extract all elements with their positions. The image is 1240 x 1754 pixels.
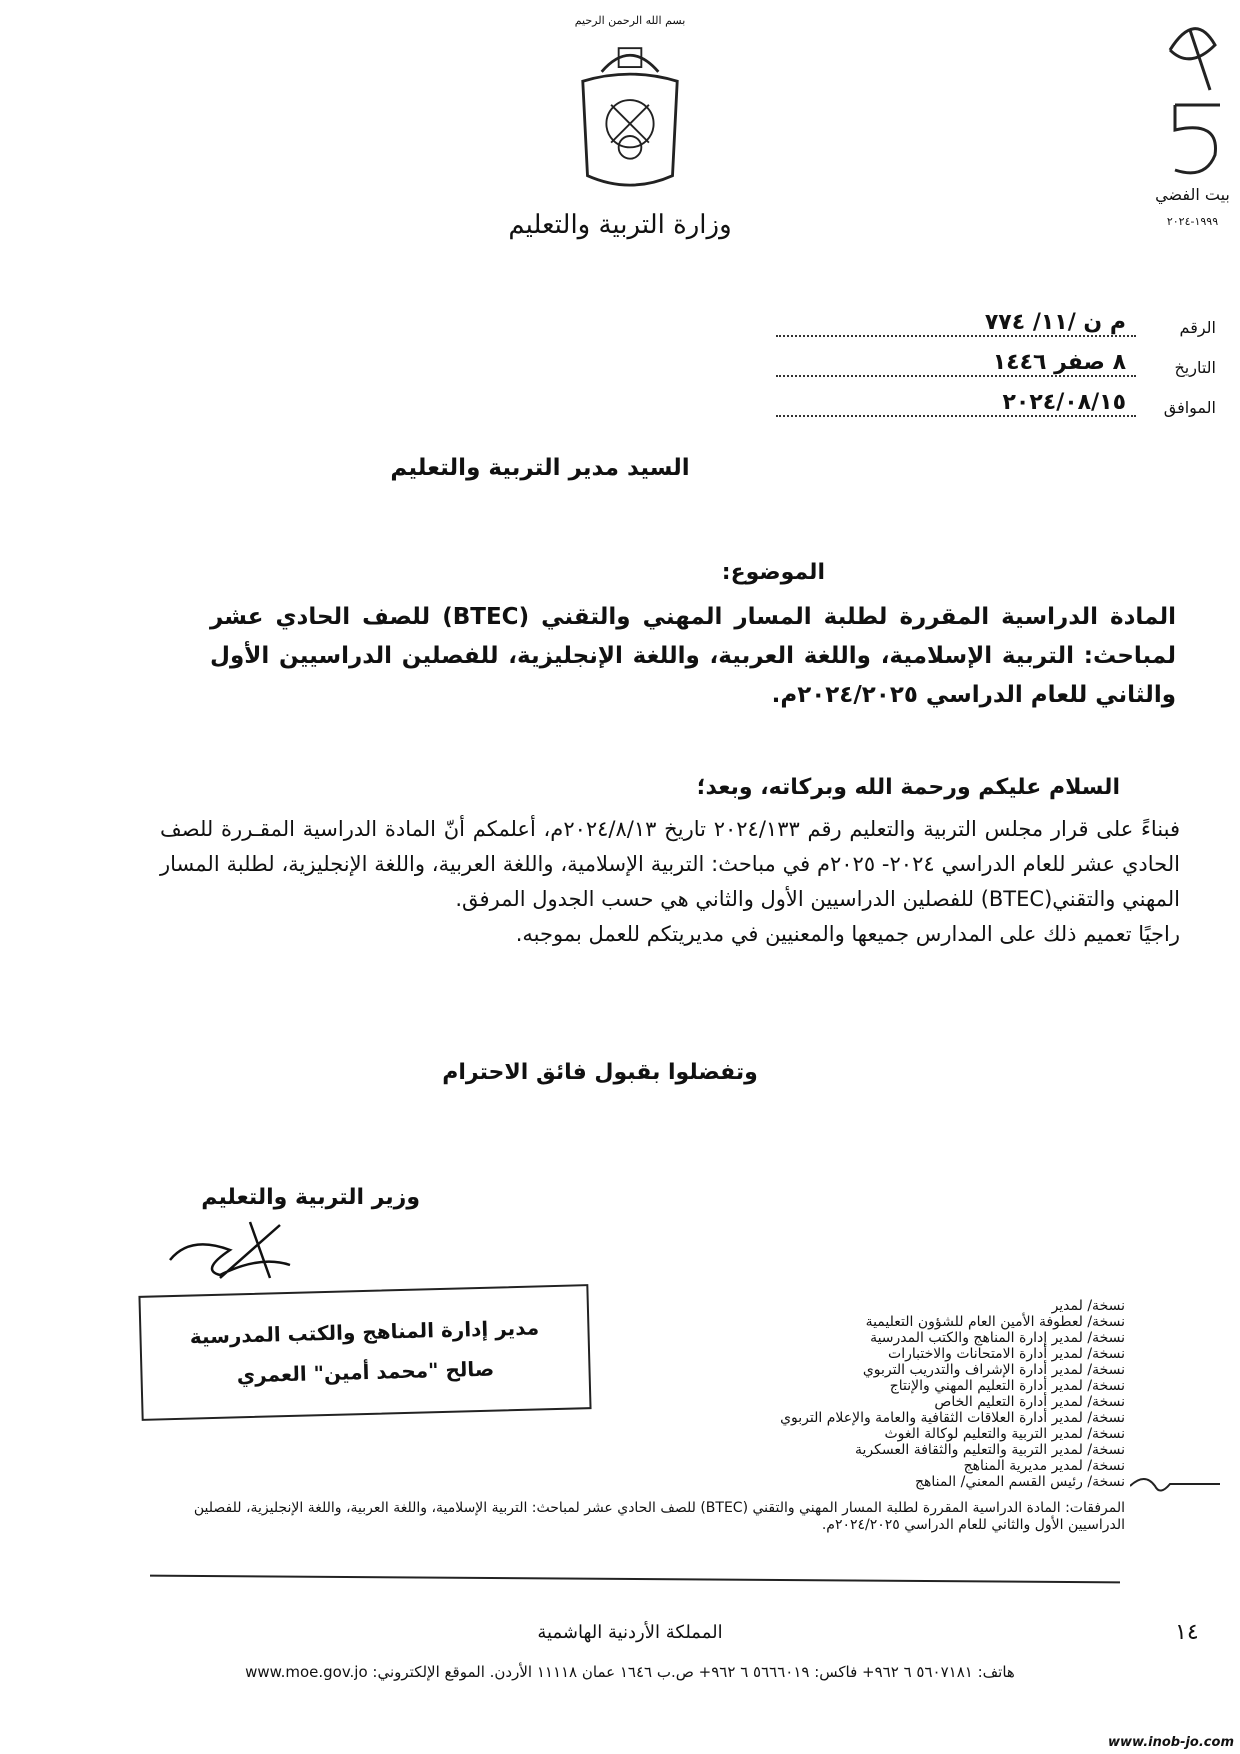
reference-date-row [776, 343, 1216, 377]
reference-date-value: ٨ صفر ١٤٤٦ [776, 350, 1136, 377]
minister-title: وزير التربية والتعليم [201, 1185, 420, 1210]
reference-corresponding-value: ٢٠٢٤/٠٨/١٥ [776, 390, 1136, 417]
copy-item: نسخة/ لمدير التربية والتعليم والثقافة العسكرية [855, 1442, 1125, 1458]
copies-list [630, 1298, 1125, 1490]
handwritten-signature [160, 1220, 340, 1280]
copy-item: نسخة/ لمدير مديرية المناهج [963, 1458, 1125, 1474]
copy-item: نسخة/ رئيس القسم المعني/ المناهج [915, 1474, 1125, 1490]
watermark: www.inob-jo.com [1108, 1735, 1234, 1750]
attachments: المرفقات: المادة الدراسية المقررة لطلبة المسار المهني والتقني (BTEC) للصف الحادي عشر لمباحث: التربية الإسلامية، واللغة العربية، واللغة الإنجليزية، للفصلين الدراسيين الأول والثاني للعام الدراسي ٢٠٢٤/٢٠٢٥م. [193, 1500, 1125, 1533]
reference-number-row [776, 303, 1216, 337]
stamp-line: صالح "محمد أمين" العمري [236, 1356, 495, 1388]
footer-contact: هاتف: ٥٦٠٧١٨١ ٦ ٩٦٢+ فاكس: ٥٦٦٦٠١٩ ٦ ٩٦٢+ ص.ب ١٦٤٦ عمان ١١١١٨ الأردن. الموقع الإلكتروني: www.moe.gov.jo [245, 1663, 1015, 1681]
ministry-name: وزارة التربية والتعليم [508, 210, 732, 240]
addressee: السيد مدير التربية والتعليم [390, 455, 690, 481]
body-paragraph: فبناءً على قرار مجلس التربية والتعليم رقم ٢٠٢٤/١٣٣ تاريخ ٢٠٢٤/٨/١٣م، أعلمكم أنّ المادة الدراسية المقـررة للصف الحادي عشر للعام الدراسي ٢٠٢٤- ٢٠٢٥م في مباحث: التربية الإسلامية، واللغة العربية، واللغة الإنجليزية، لطلبة المسار المهني والتقني(BTEC) للفصلين الدراسيين الأول والثاني هي حسب الجدول المرفق. [160, 817, 1180, 911]
greeting: السلام عليكم ورحمة الله وبركاته، وبعد؛ [696, 775, 1120, 800]
jubilee-years: ١٩٩٩-٢٠٢٤ [1166, 215, 1219, 228]
jubilee-logo [1150, 10, 1235, 240]
copy-item: نسخة/ لمدير أدارة الامتحانات والاختبارات [888, 1346, 1125, 1362]
closing: وتفضلوا بقبول فائق الاحترام [442, 1060, 758, 1085]
copy-item: نسخة/ لمدير أدارة العلاقات الثقافية والعامة والإعلام التربوي [780, 1410, 1125, 1426]
copy-item: نسخة/ لمدير أدارة التعليم المهني والإنتاج [889, 1378, 1125, 1394]
subject-label: الموضوع: [721, 560, 825, 585]
copy-item: نسخة/ لمدير أدارة التعليم الخاص [934, 1394, 1125, 1410]
footer-divider [150, 1575, 1120, 1584]
official-stamp [138, 1284, 591, 1421]
copy-item: نسخة/ لمدير [1051, 1298, 1125, 1314]
jubilee-text: بيت الفضي [1155, 185, 1230, 204]
jubilee-25-icon [1150, 10, 1235, 180]
footer-kingdom: المملكة الأردنية الهاشمية [537, 1622, 723, 1643]
letter-body [160, 812, 1180, 952]
subject-text: المادة الدراسية المقررة لطلبة المسار المهني والتقني (BTEC) للصف الحادي عشر لمباحث: التربية الإسلامية، واللغة العربية، واللغة الإنجليزية، للفصلين الدراسيين الأول والثاني للعام الدراسي ٢٠٢٤/٢٠٢٥م. [210, 604, 1176, 708]
copy-item: نسخة/ لمدير التربية والتعليم لوكالة الغوث [884, 1426, 1125, 1442]
page-number: ١٤ [1175, 1620, 1199, 1645]
body-paragraph: راجيًا تعميم ذلك على المدارس جميعها والمعنيين في مديريتكم للعمل بموجبه. [515, 922, 1180, 946]
reference-number-label: الرقم [1179, 318, 1216, 337]
reference-number-value: م ن /١١/ ٧٧٤ [776, 310, 1136, 337]
basmala: بسم الله الرحمن الرحيم [574, 14, 686, 27]
initials-mark [1130, 1466, 1220, 1496]
copy-item: نسخة/ لمدير أدارة الإشراف والتدريب التربوي [862, 1362, 1125, 1378]
reference-corresponding-row [776, 383, 1216, 417]
copy-item: نسخة/ لمدير إدارة المناهج والكتب المدرسية [870, 1330, 1125, 1346]
coat-of-arms-emblem [560, 34, 700, 204]
reference-corresponding-label: الموافق [1163, 398, 1216, 417]
reference-date-label: التاريخ [1174, 358, 1216, 377]
stamp-line: مدير إدارة المناهج والكتب المدرسية [189, 1315, 540, 1349]
copy-item: نسخة/ لعطوفة الأمين العام للشؤون التعليمية [865, 1314, 1125, 1330]
